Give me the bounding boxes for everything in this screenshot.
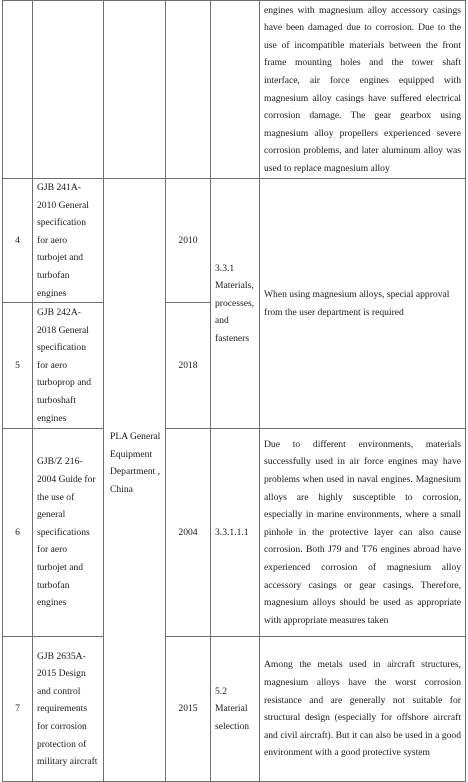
cell-requirement: Due to different environments, materials successfully used in air force engines may have problems when used in naval engines. Magnesium alloys are highly susceptible to corrosion, especially in marine environments, where a small pinhole in the protective layer can also cause corrosion. Both J79 and T76 engines abroad have experienced corrosion of magnesium alloy accessory casings or gear casings. Therefore, magnesium alloys should be used as appropriate with appropriate measures taken <box>260 429 466 637</box>
cell-standard: GJB 2635A-2015 Design and control requirements for corrosion protection of military aircraft <box>33 637 104 782</box>
cell-no: 6 <box>3 429 33 637</box>
cell-requirement: Among the metals used in aircraft structures, magnesium alloys have the worst corrosion resistance and are generally not suitable for structural design (especially for offshore aircraft and civil aircraft). But it can also be used in a good environment with a good protective system <box>260 637 466 782</box>
standards-table <box>2 0 466 782</box>
table-row <box>3 1 466 179</box>
cell-standard: GJB 242A-2018 General specification for aero turboprop and turboshaft engines <box>33 303 104 429</box>
cell-year: 2015 <box>166 637 211 782</box>
cell-clause: 5.2 Material selection <box>211 637 260 782</box>
cell-no: 7 <box>3 637 33 782</box>
cell-no: 5 <box>3 303 33 429</box>
cell-standard: GJB 241A-2010 General specification for aero turbojet and turbofan engines <box>33 179 104 303</box>
cell-department <box>104 1 166 179</box>
cell-requirement: engines with magnesium alloy accessory casings have been damaged due to corrosion. Due to the use of incompatible materials between the front frame mounting holes and the tower shaft interface, air force engines equipped with magnesium alloy casings have suffered electrical corrosion damage. The gear gearbox using magnesium alloy propellers experienced severe corrosion problems, and later aluminum alloy was used to replace magnesium alloy <box>260 1 466 179</box>
cell-clause: 3.3.1 Materials, processes, and fasteners <box>211 179 260 429</box>
cell-no: 4 <box>3 179 33 303</box>
cell-requirement: When using magnesium alloys, special approval from the user department is required <box>260 179 466 429</box>
cell-standard <box>33 1 104 179</box>
cell-no <box>3 1 33 179</box>
cell-year <box>166 1 211 179</box>
cell-clause: 3.3.1.1.1 <box>211 429 260 637</box>
cell-department-label: PLA General Equipment Department , China <box>110 431 161 495</box>
table-row <box>3 637 466 782</box>
cell-standard: GJB/Z 216-2004 Guide for the use of general specifications for aero turbojet and turbofan engines <box>33 429 104 637</box>
cell-year: 2010 <box>166 179 211 303</box>
cell-clause <box>211 1 260 179</box>
table-row <box>3 179 466 303</box>
cell-year: 2018 <box>166 303 211 429</box>
cell-year: 2004 <box>166 429 211 637</box>
table-row <box>3 429 466 637</box>
